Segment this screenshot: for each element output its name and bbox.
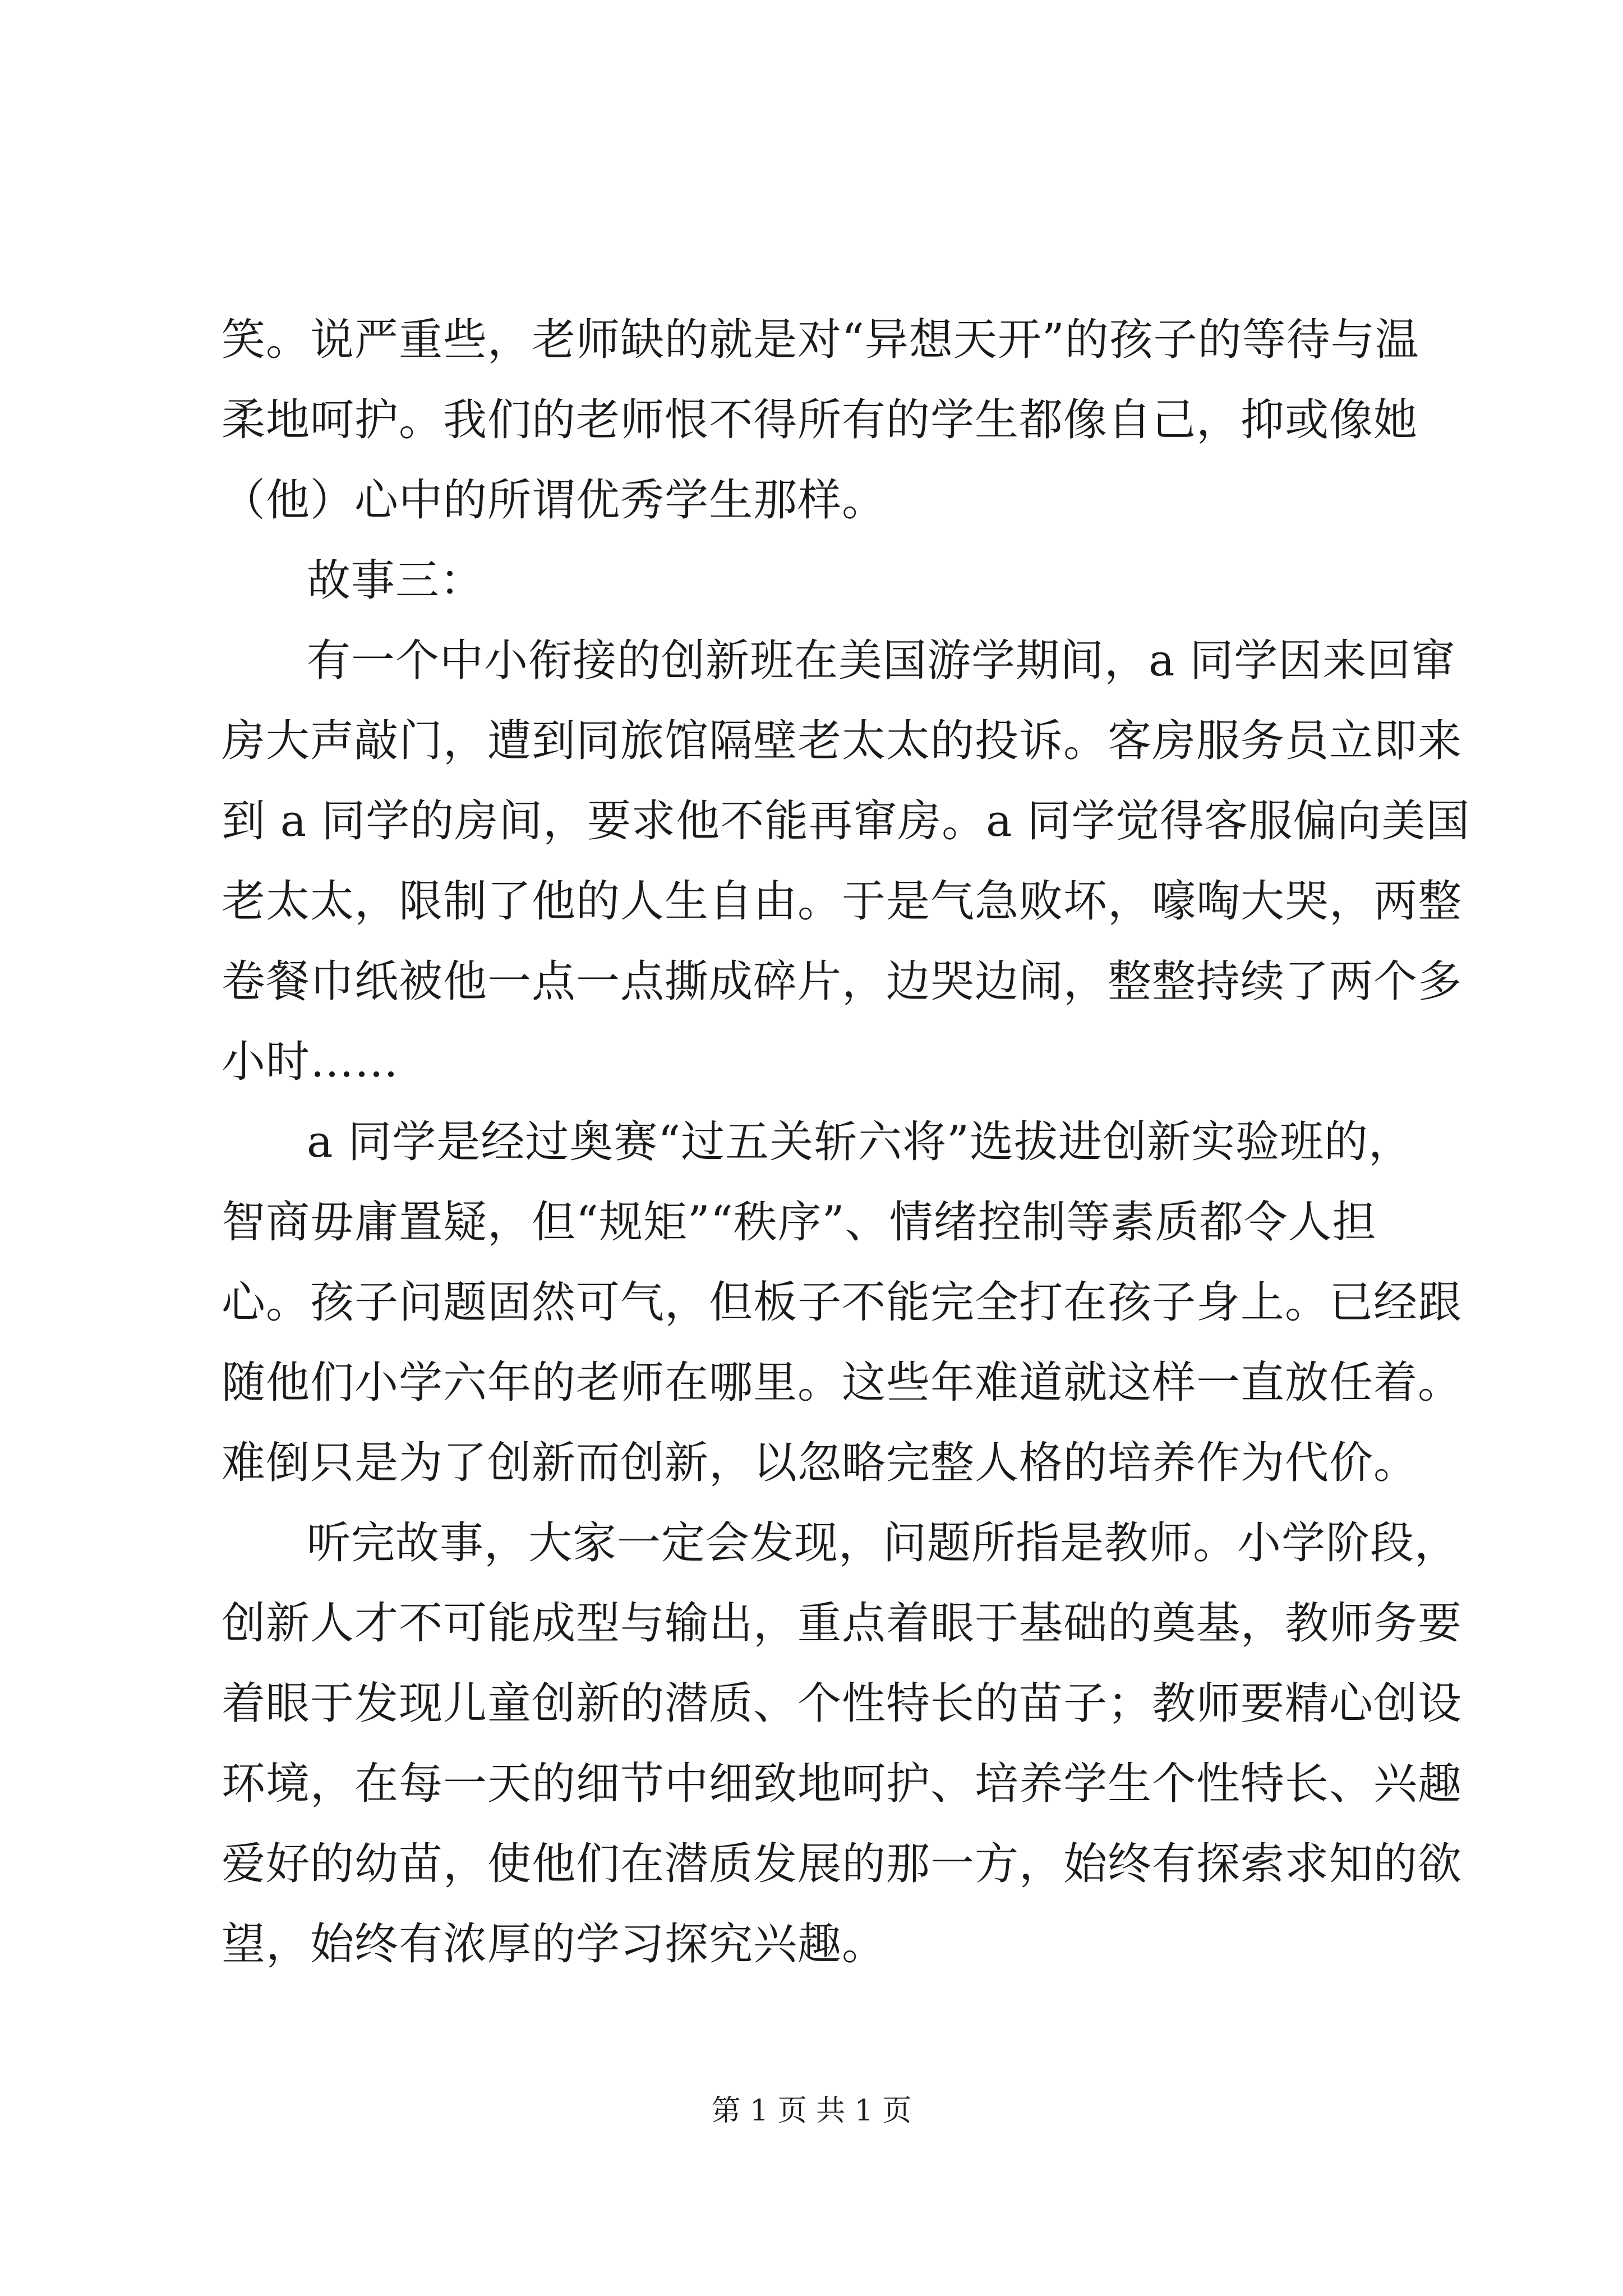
text-line: 爱好的幼苗，使他们在潜质发展的那一方，始终有探索求知的欲 [222,1839,1463,1889]
text-line: 到 a 同学的房间，要求他不能再窜房。a 同学觉得客服偏向美国 [222,796,1470,846]
text-line: 房大声敲门，遭到同旅馆隔壁老太太的投诉。客房服务员立即来 [222,716,1463,766]
text-line: 智商毋庸置疑，但“规矩”“秩序”、情绪控制等素质都令人担 [222,1197,1377,1248]
section-heading: 故事三： [307,555,485,606]
text-line: 环境，在每一天的细节中细致地呵护、培养学生个性特长、兴趣 [222,1759,1463,1809]
text-line: 创新人才不可能成型与输出，重点着眼于基础的奠基，教师务要 [222,1598,1463,1649]
text-line: 老太太，限制了他的人生自由。于是气急败坏，嚎啕大哭，两整 [222,876,1463,927]
text-line: 随他们小学六年的老师在哪里。这些年难道就这样一直放任着。 [222,1358,1463,1408]
text-line: 柔地呵护。我们的老师恨不得所有的学生都像自己，抑或像她 [222,395,1418,445]
text-line: 难倒只是为了创新而创新，以忽略完整人格的培养作为代价。 [222,1438,1418,1488]
text-line: 着眼于发现儿童创新的潜质、个性特长的苗子；教师要精心创设 [222,1678,1463,1729]
text-line: 心。孩子问题固然可气，但板子不能完全打在孩子身上。已经跟 [222,1277,1463,1328]
body-text [222,300,1470,1985]
page-number-footer: 第 1 页 共 1 页 [711,2094,912,2128]
text-line: （他）心中的所谓优秀学生那样。 [222,475,887,526]
text-line: a 同学是经过奥赛“过五关斩六将”选拔进创新实验班的， [307,1117,1413,1167]
text-line: 有一个中小衔接的创新班在美国游学期间，a 同学因来回窜 [307,636,1456,686]
text-line: 小时…… [222,1037,399,1087]
text-line: 望，始终有浓厚的学习探究兴趣。 [222,1919,887,1970]
text-line: 听完故事，大家一定会发现，问题所指是教师。小学阶段， [307,1518,1459,1568]
text-line: 笑。说严重些，老师缺的就是对“异想天开”的孩子的等待与温 [222,315,1419,365]
text-line: 卷餐巾纸被他一点一点撕成碎片，边哭边闹，整整持续了两个多 [222,956,1463,1007]
